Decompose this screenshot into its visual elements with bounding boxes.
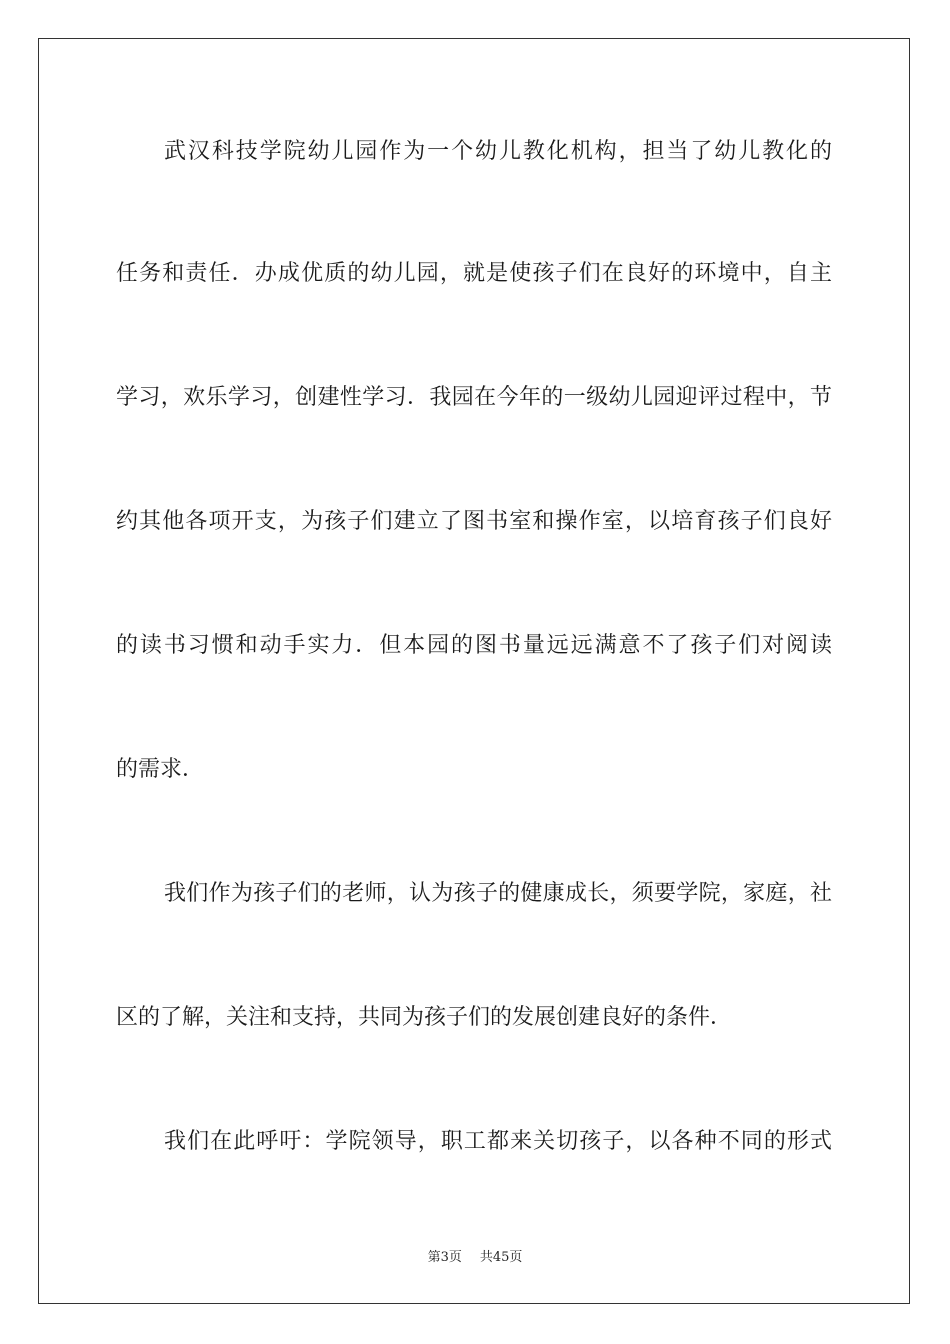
- total-page-count: 共45页: [479, 1250, 523, 1265]
- paragraph-3-line-1: 我们在此呼吁：学院领导，职工都来关切孩子，以各种不同的形式: [164, 1129, 832, 1154]
- paragraph-1-line-5: 的读书习惯和动手实力．但本园的图书量远远满意不了孩子们对阅读: [116, 633, 832, 658]
- paragraph-1-line-4: 约其他各项开支，为孩子们建立了图书室和操作室，以培育孩子们良好: [116, 509, 832, 534]
- page-border: [38, 38, 910, 1304]
- paragraph-1-line-3: 学习，欢乐学习，创建性学习．我园在今年的一级幼儿园迎评过程中，节: [116, 385, 832, 410]
- paragraph-1-line-6: 的需求．: [116, 757, 205, 782]
- paragraph-1-line-2: 任务和责任．办成优质的幼儿园，就是使孩子们在良好的环境中，自主: [116, 261, 832, 286]
- paragraph-2-line-2: 区的了解，关注和支持，共同为孩子们的发展创建良好的条件．: [116, 1005, 733, 1030]
- current-page-number: 第3页: [427, 1250, 462, 1265]
- page-footer: [0, 1246, 950, 1265]
- paragraph-2-line-1: 我们作为孩子们的老师，认为孩子的健康成长，须要学院，家庭，社: [164, 881, 832, 906]
- paragraph-1-line-1: 武汉科技学院幼儿园作为一个幼儿教化机构，担当了幼儿教化的: [164, 139, 832, 164]
